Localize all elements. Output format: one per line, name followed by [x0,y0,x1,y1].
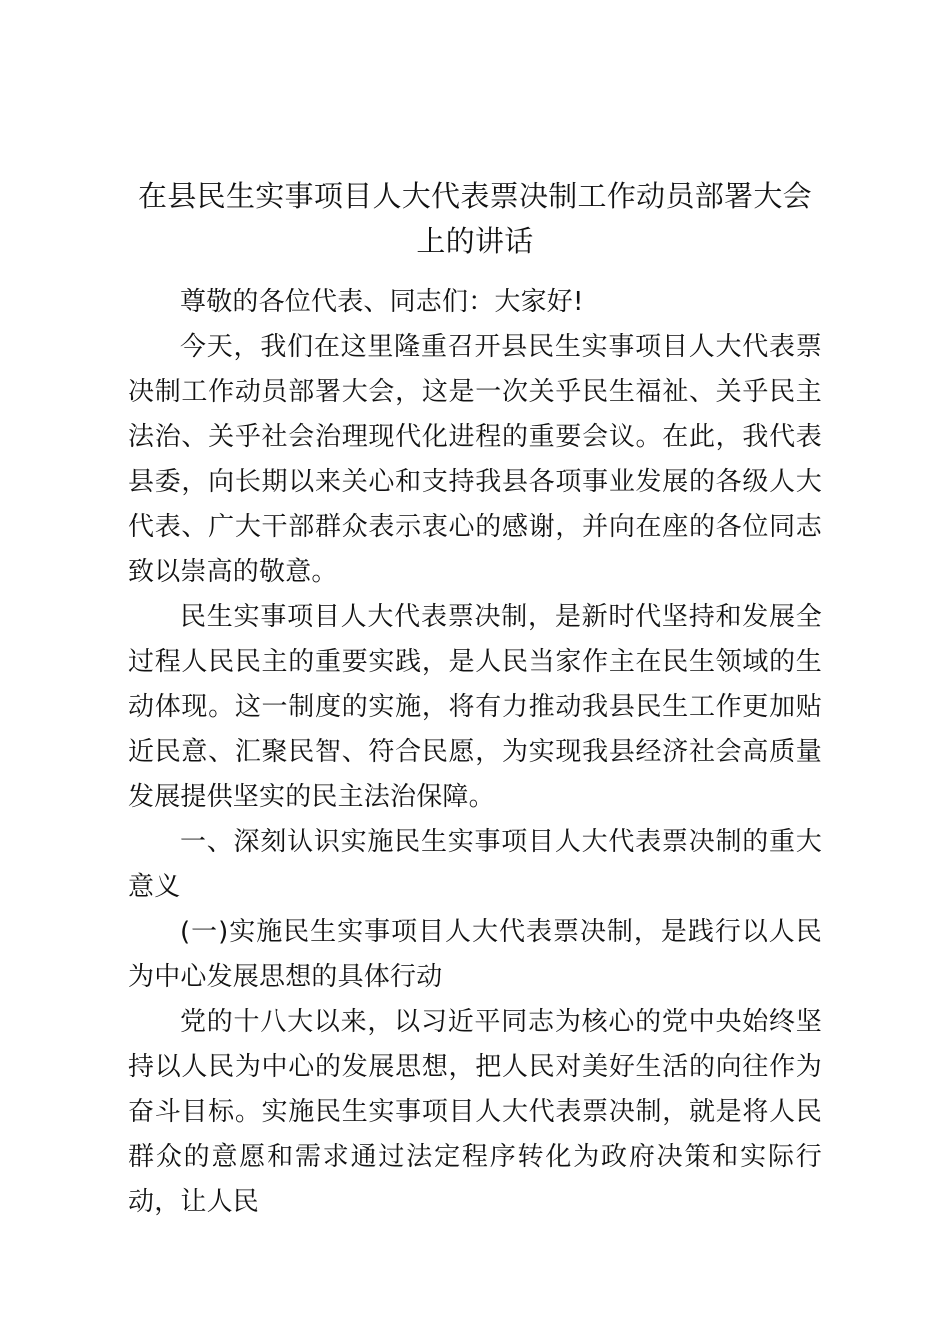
subsection-heading-1-1: (一)实施民生实事项目人大代表票决制，是践行以人民为中心发展思想的具体行动 [128,917,822,992]
paragraph-significance-intro: 民生实事项目人大代表票决制，是新时代坚持和发展全过程人民民主的重要实践，是人民当家作主在民生领域的生动体现。这一制度的实施，将有力推动我县民生工作更加贴近民意、汇聚民智、符合民愿，为实现我县经济社会高质量发展提供坚实的民主法治保障。 [128,602,822,812]
paragraph-opening: 今天，我们在这里隆重召开县民生实事项目人大代表票决制工作动员部署大会，这是一次关乎民生福祉、关乎民主法治、关乎社会治理现代化进程的重要会议。在此，我代表县委，向长期以来关心和支持我县各项事业发展的各级人大代表、广大干部群众表示衷心的感谢，并向在座的各位同志致以崇高的敬意。 [128,332,822,587]
document-body [128,280,822,1225]
paragraph-greeting: 尊敬的各位代表、同志们：大家好! [180,287,584,317]
paragraph-body-1-1: 党的十八大以来，以习近平同志为核心的党中央始终坚持以人民为中心的发展思想，把人民对美好生活的向往作为奋斗目标。实施民生实事项目人大代表票决制，就是将人民群众的意愿和需求通过法定程序转化为政府决策和实际行动，让人民 [128,1007,822,1217]
document-title: 在县民生实事项目人大代表票决制工作动员部署大会上的讲话 [138,179,812,258]
section-heading-1: 一、深刻认识实施民生实事项目人大代表票决制的重大意义 [128,827,822,902]
